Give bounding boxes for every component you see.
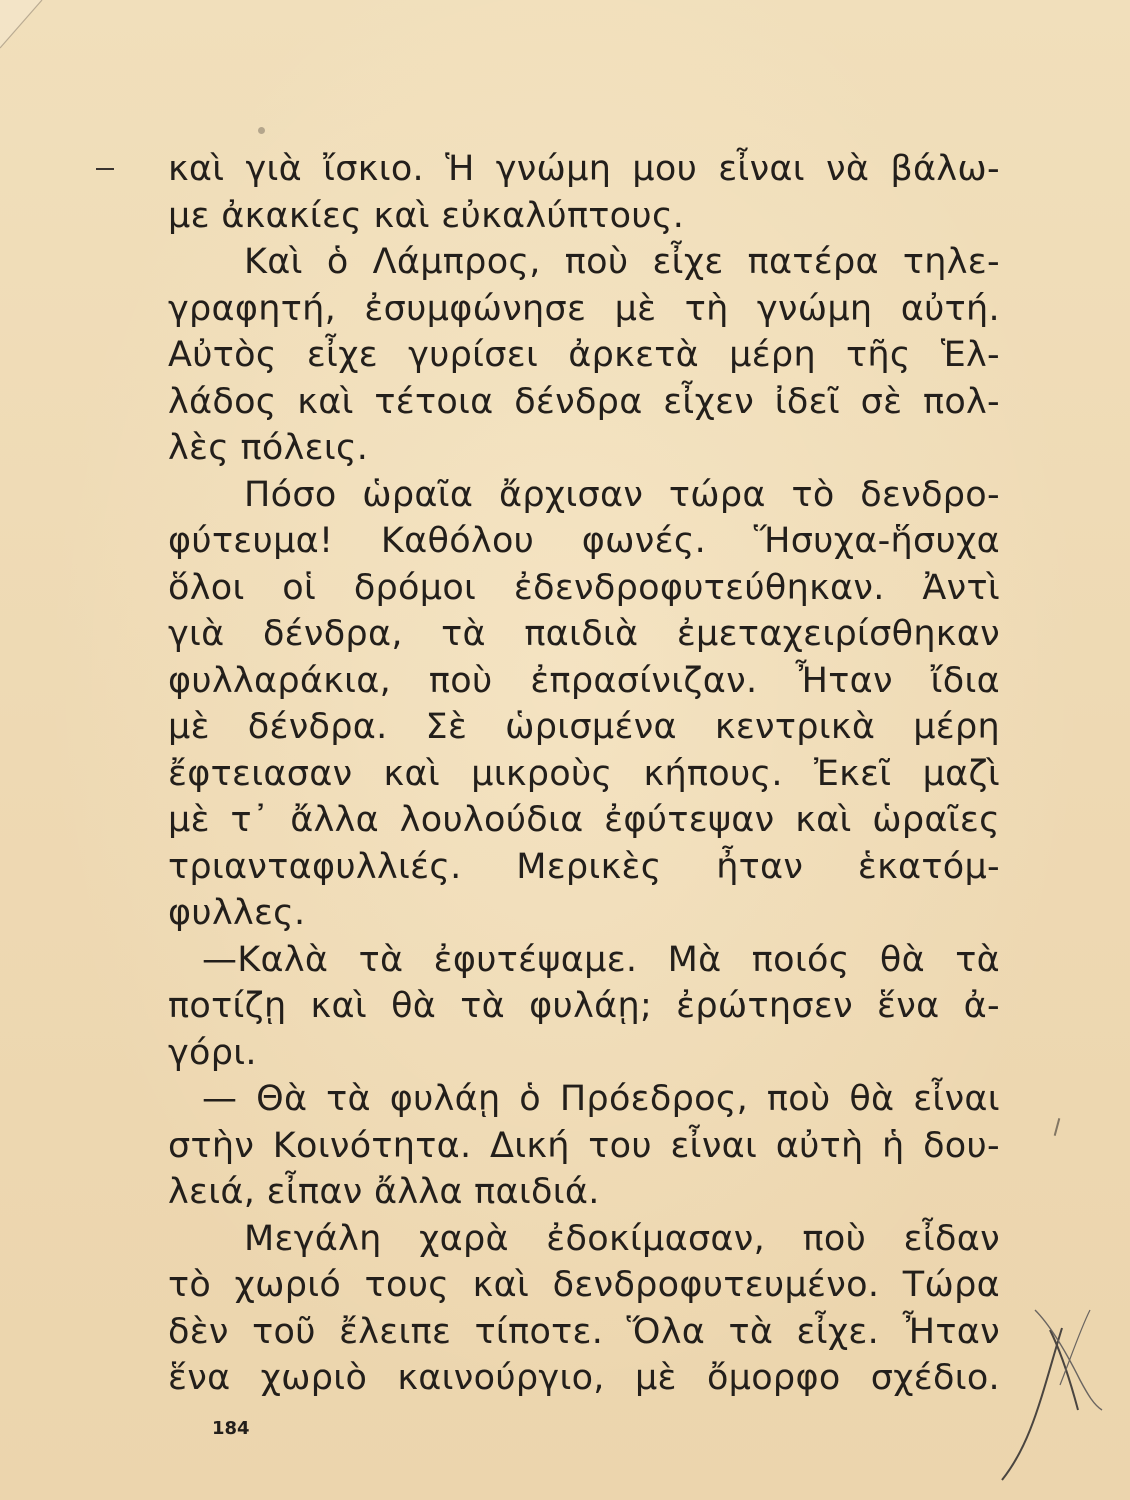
text-line: Καὶ ὁ Λάμπρος, ποὺ εἶχε πατέρα τηλε- — [244, 242, 1000, 282]
text-line: στὴν Κοινότητα. Δική του εἶναι αὐτὴ ἡ δου- — [168, 1125, 1000, 1166]
text-line: ἕνα χωριὸ καινούργιο, μὲ ὄμορφο σχέδιο. — [168, 1358, 1000, 1398]
text-line: Αὐτὸς εἶχε γυρίσει ἀρκετὰ μέρη τῆς Ἑλ- — [168, 335, 1000, 375]
text-line: φύτευμα! Καθόλου φωνές. Ἥσυχα-ἥσυχα — [168, 521, 1000, 561]
text-line: ὅλοι οἱ δρόμοι ἐδενδροφυτεύθηκαν. Ἀντὶ — [168, 567, 1000, 608]
text-line: λάδος καὶ τέτοια δένδρα εἶχεν ἰδεῖ σὲ πολ- — [168, 381, 1000, 422]
ink-spot — [258, 127, 265, 134]
text-line: μὲ δένδρα. Σὲ ὡρισμένα κεντρικὰ μέρη — [168, 707, 1000, 747]
text-line: γόρι. — [168, 1032, 257, 1073]
text-line: γραφητή, ἐσυμφώνησε μὲ τὴ γνώμη αὐτή. — [168, 288, 1000, 329]
text-line: λειά, εἶπαν ἄλλα παιδιά. — [168, 1172, 600, 1212]
text-line: δὲν τοῦ ἔλειπε τίποτε. Ὅλα τὰ εἶχε. Ἦταν — [168, 1311, 1000, 1352]
text-line: λὲς πόλεις. — [168, 428, 369, 468]
text-line: τὸ χωριό τους καὶ δενδροφυτευμένο. Τώρα — [168, 1265, 1000, 1305]
text-line: φυλλαράκια, ποὺ ἐπρασίνιζαν. Ἦταν ἴδια — [168, 660, 1000, 701]
text-line: με ἀκακίες καὶ εὐκαλύπτους. — [168, 195, 685, 236]
text-line: καὶ γιὰ ἴσκιο. Ἡ γνώμη μου εἶναι νὰ βάλω- — [168, 149, 1000, 189]
text-line: μὲ τ᾽ ἄλλα λουλούδια ἐφύτεψαν καὶ ὡραῖες — [168, 800, 1000, 840]
pencil-cross-mark — [990, 1290, 1110, 1490]
text-line: γιὰ δένδρα, τὰ παιδιὰ ἐμεταχειρίσθηκαν — [168, 614, 1000, 654]
text-line: ἔφτειασαν καὶ μικροὺς κήπους. Ἐκεῖ μαζὶ — [168, 753, 1000, 794]
page-corner-fold — [0, 0, 60, 60]
text-line: φυλλες. — [168, 893, 306, 933]
body-text — [168, 146, 1000, 1402]
text-line: — Θὰ τὰ φυλάῃ ὁ Πρόεδρος, ποὺ θὰ εἶναι — [202, 1079, 1000, 1119]
page-number: 184 — [212, 1418, 250, 1439]
text-line: Μεγάλη χαρὰ ἐδοκίμασαν, ποὺ εἶδαν — [244, 1218, 1000, 1259]
margin-dash-mark — [96, 168, 114, 170]
pencil-tick-mark — [1054, 1118, 1061, 1136]
text-line: —Καλὰ τὰ ἐφυτέψαμε. Μὰ ποιός θὰ τὰ — [202, 939, 1000, 980]
text-line: Πόσο ὡραῖα ἄρχισαν τώρα τὸ δενδρο- — [244, 474, 1000, 515]
text-line: τριανταφυλλιές. Μερικὲς ἦταν ἑκατόμ- — [168, 846, 1000, 887]
text-line: ποτίζῃ καὶ θὰ τὰ φυλάῃ; ἐρώτησεν ἕνα ἀ- — [168, 986, 1000, 1026]
